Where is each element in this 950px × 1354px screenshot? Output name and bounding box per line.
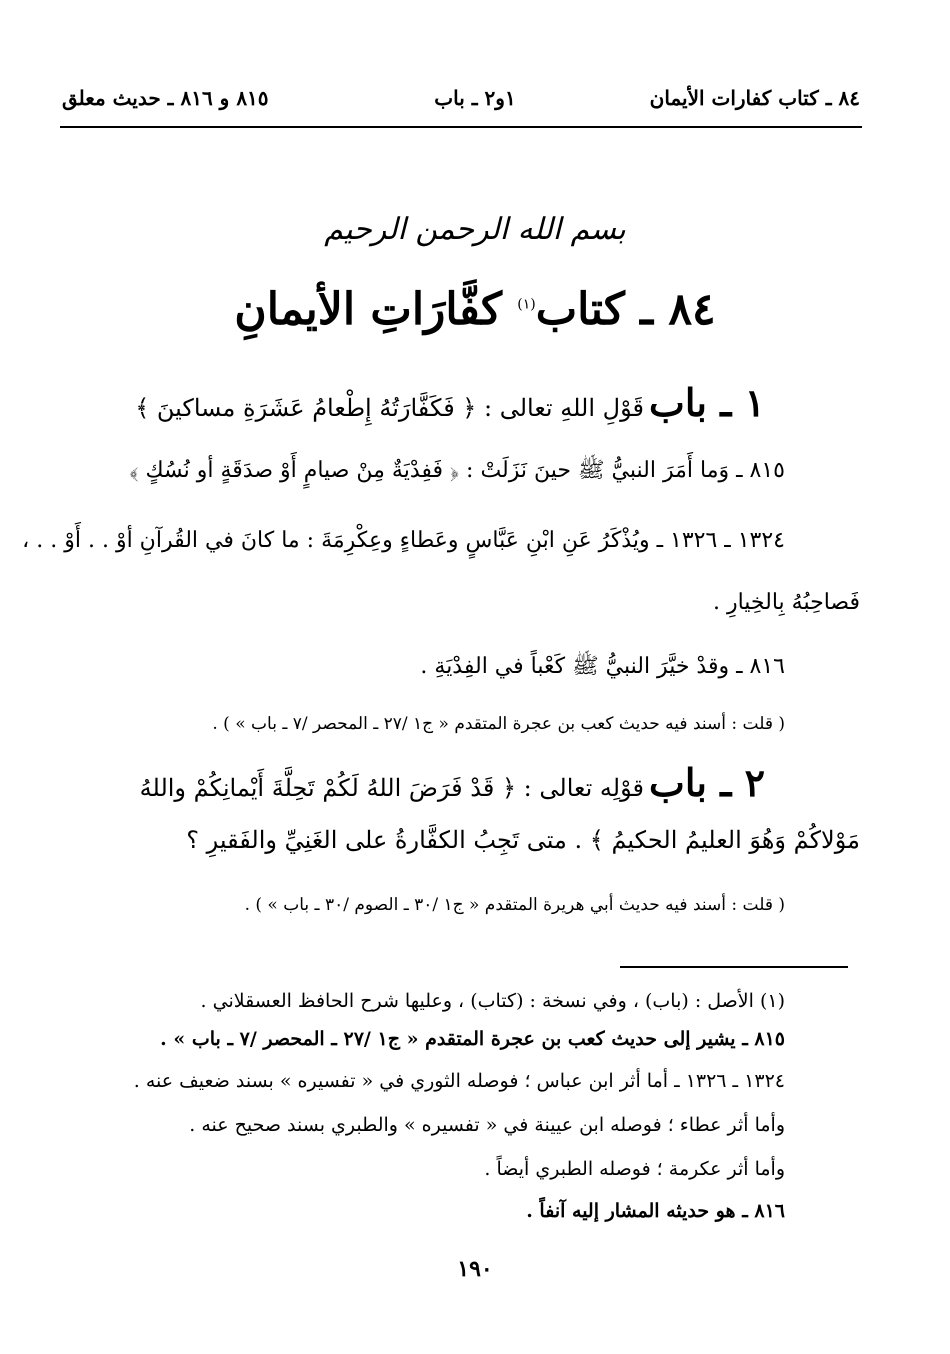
- bab-2-text-line-2: مَوْلاكُمْ وَهُوَ العليمُ الحكيمُ ﴾ . متى تَجِبُ الكفَّارةُ على الغَنِيِّ والفَقيرِ ؟: [186, 826, 860, 854]
- footnote-816: ٨١٦ ـ هو حديثه المشار إليه آنفاً .: [526, 1200, 785, 1222]
- page-number: ١٩٠: [457, 1256, 493, 1282]
- footnote-marker: (١): [517, 296, 536, 313]
- footnote-separator: [620, 966, 848, 968]
- book-title-name: كفَّارَاتِ الأيمانِ: [234, 284, 502, 335]
- book-title-number: ٨٤ ـ كتاب: [535, 284, 716, 335]
- bab-1-heading: [135, 380, 765, 425]
- footnote-1324: ١٣٢٤ ـ ١٣٢٦ ـ أما أثر ابن عباس ؛ فوصله الثوري في « تفسيره » بسند ضعيف عنه .: [133, 1070, 785, 1092]
- athar-1324-line-2: فَصاحِبُهُ بِالخِيارِ .: [712, 590, 860, 615]
- bab-1-label: ١ ـ باب: [649, 380, 765, 425]
- footnote-1: (١) الأصل : (باب) ، وفي نسخة : (كتاب) ، وعليها شرح الحافظ العسقلاني .: [200, 990, 785, 1012]
- editor-note-1: ( قلت : أسند فيه حديث كعب بن عجرة المتقدم « ج١ /٢٧ ـ المحصر /٧ ـ باب » ) .: [212, 714, 785, 734]
- running-header-center: ١و٢ ـ باب: [434, 86, 516, 110]
- hadith-816: ٨١٦ ـ وقدْ خيَّرَ النبيُّ ﷺ كَعْباً في الفِدْيَةِ .: [420, 654, 785, 679]
- hadith-815: ٨١٥ ـ وَما أَمَرَ النبيُّ ﷺ حينَ نَزَلَتْ : ﴿ فَفِدْيَةٌ مِنْ صيامٍ أَوْ صدَقَةٍ أو نُسُكٍ ﴾: [129, 458, 785, 483]
- running-header-right: ٨٤ ـ كتاب كفارات الأيمان: [649, 86, 860, 110]
- bab-2-label: ٢ ـ باب: [649, 760, 765, 805]
- bab-2-text-line-1: قوْلِه تعالى : ﴿ قَدْ فَرَضَ اللهُ لَكُمْ تَحِلَّةَ أَيْمانِكُمْ واللهُ: [139, 774, 644, 802]
- running-header-left: ٨١٥ و ٨١٦ ـ حديث معلق: [62, 86, 269, 110]
- basmala: بسم الله الرحمن الرحيم: [324, 212, 626, 247]
- editor-note-2: ( قلت : أسند فيه حديث أبي هريرة المتقدم « ج١ /٣٠ ـ الصوم /٣٠ ـ باب » ) .: [244, 895, 785, 915]
- header-rule: [60, 126, 862, 128]
- footnote-ata: وأما أثر عطاء ؛ فوصله ابن عيينة في « تفسيره » والطبري بسند صحيح عنه .: [189, 1114, 785, 1136]
- athar-1324-line-1: ١٣٢٤ ـ ١٣٢٦ ـ ويُذْكَرُ عَنِ ابْنِ عَبَّاسٍ وعَطاءٍ وعِكْرِمَةَ : ما كانَ في القُرآنِ أوْ . . أَوْ . . ،: [22, 528, 785, 553]
- footnote-ikrima: وأما أثر عكرمة ؛ فوصله الطبري أيضاً .: [484, 1158, 785, 1180]
- bab-1-text: قَوْلِ اللهِ تعالى : ﴿ فَكَفَّارَتُهُ إِطْعامُ عَشَرَةِ مساكينَ ﴾: [135, 394, 644, 422]
- bab-2-heading-line-1: [140, 760, 765, 805]
- book-title: [150, 284, 800, 335]
- footnote-815: ٨١٥ ـ يشير إلى حديث كعب بن عجرة المتقدم « ج١ /٢٧ ـ المحصر /٧ ـ باب » .: [160, 1028, 785, 1050]
